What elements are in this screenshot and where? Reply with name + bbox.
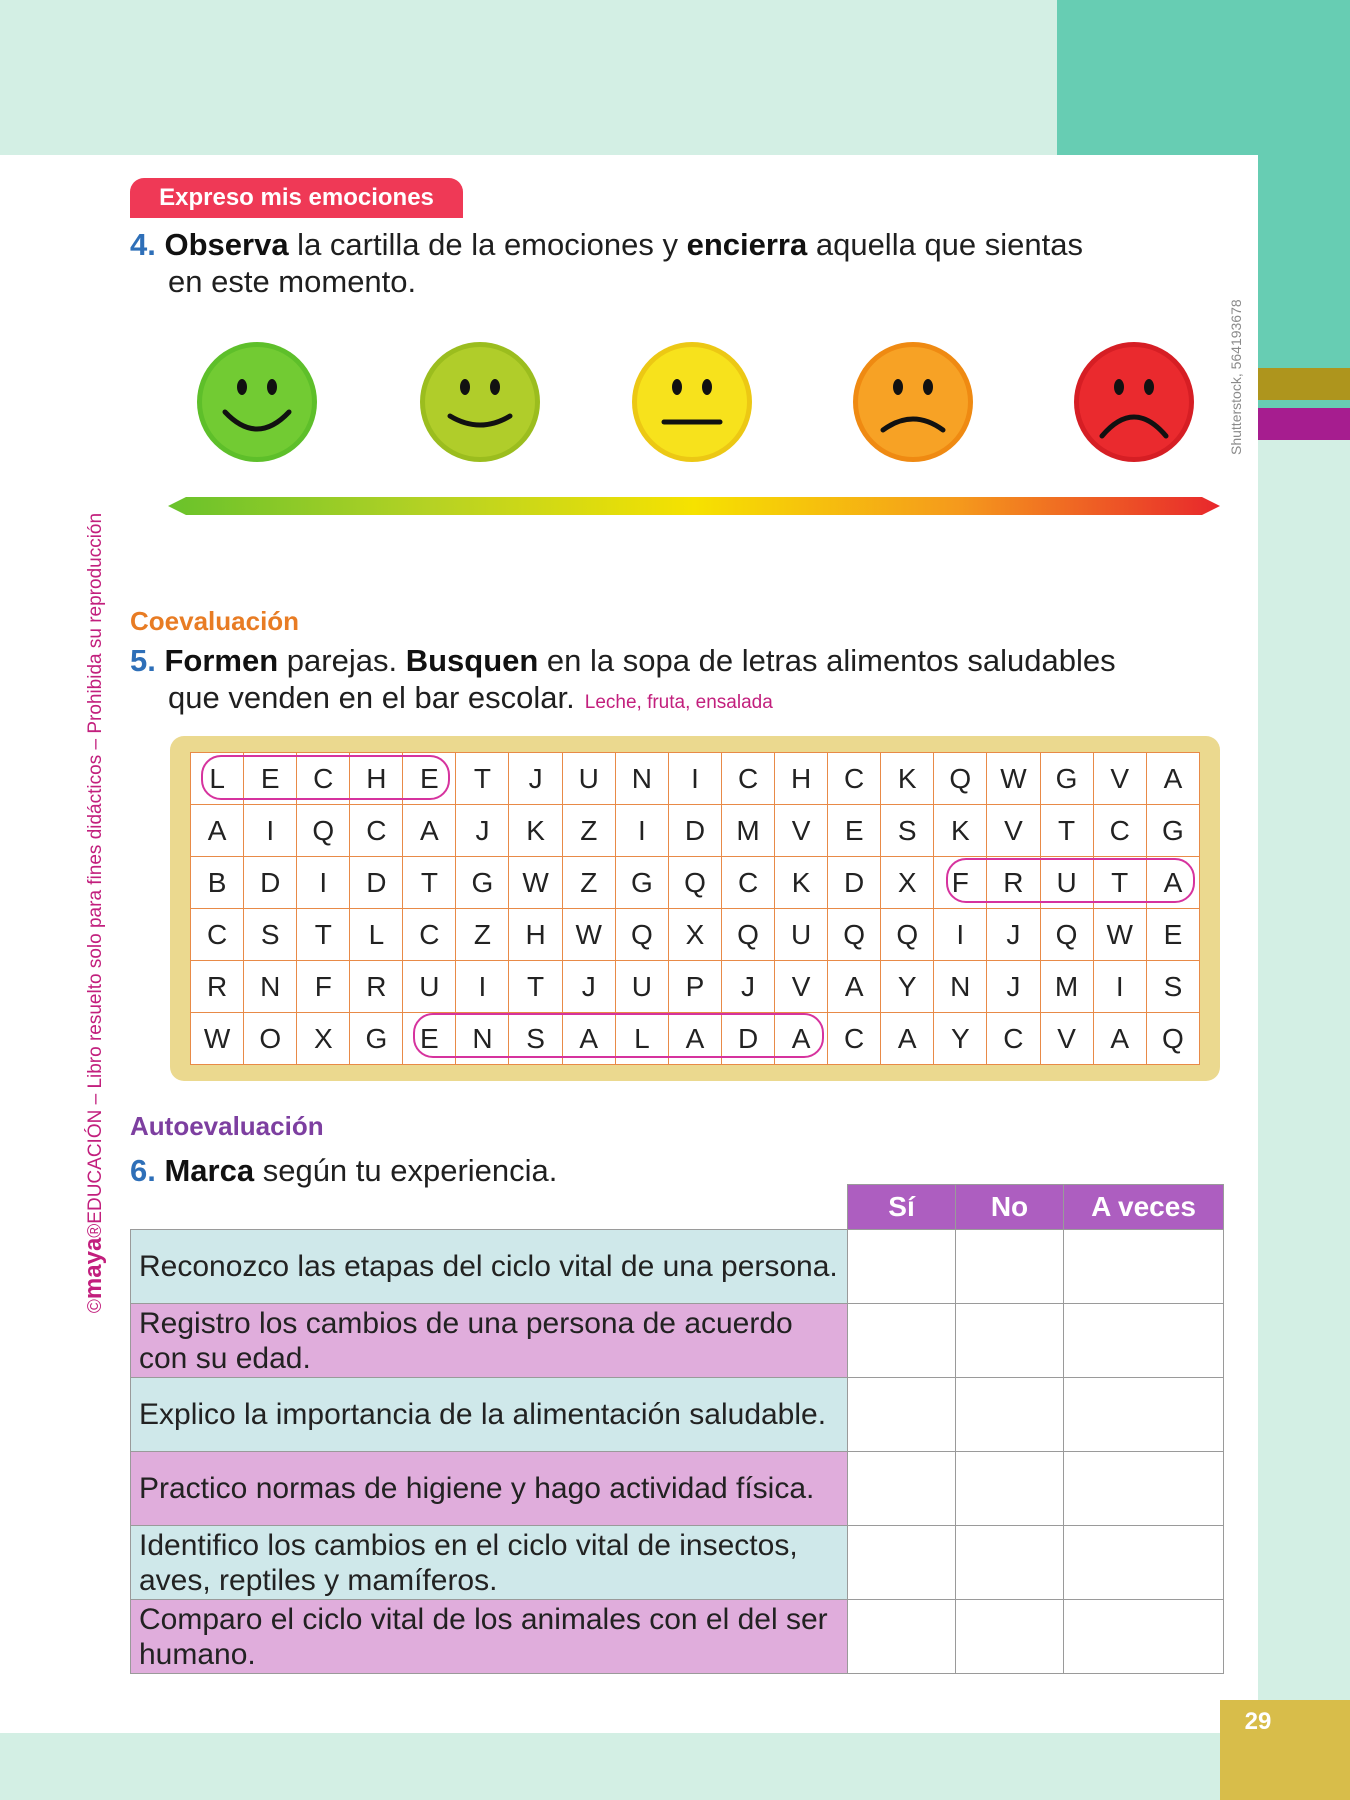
word-search-cell[interactable]: W: [1093, 909, 1146, 961]
word-search-cell[interactable]: Y: [934, 1013, 987, 1065]
checkbox-no[interactable]: [956, 1304, 1064, 1378]
word-search-cell[interactable]: I: [297, 857, 350, 909]
word-search-cell[interactable]: Q: [297, 805, 350, 857]
question-4-verb-encierra: encierra: [686, 227, 808, 262]
question-4-verb-observa: Observa: [164, 227, 289, 262]
statement-cell: Explico la importancia de la alimentación saludable.: [131, 1378, 848, 1452]
word-search-cell[interactable]: H: [775, 753, 828, 805]
table-row: [131, 1304, 1224, 1378]
word-search-cell[interactable]: J: [987, 909, 1040, 961]
word-search-cell[interactable]: J: [987, 961, 1040, 1013]
word-search-cell[interactable]: S: [244, 909, 297, 961]
word-search-cell[interactable]: W: [987, 753, 1040, 805]
word-search-cell[interactable]: G: [615, 857, 668, 909]
word-search-cell[interactable]: Q: [828, 909, 881, 961]
word-search-cell[interactable]: A: [562, 1013, 615, 1065]
word-search-cell[interactable]: Z: [456, 909, 509, 961]
question-5-line-2: que venden en el bar escolar.: [168, 680, 575, 715]
section-tab: Expreso mis emociones: [130, 178, 463, 218]
word-search-cell[interactable]: C: [987, 1013, 1040, 1065]
answer-note: Leche, fruta, ensalada: [584, 692, 773, 713]
statement-cell: Practico normas de higiene y hago actividad física.: [131, 1452, 848, 1526]
column-header-no: No: [956, 1185, 1064, 1230]
question-4: [130, 226, 1230, 300]
checkbox-a-veces[interactable]: [1064, 1230, 1224, 1304]
question-5: [130, 642, 1240, 721]
word-search-cell[interactable]: K: [509, 805, 562, 857]
word-search-cell[interactable]: A: [775, 1013, 828, 1065]
photo-credit: Shutterstock, 564193678: [1228, 299, 1244, 455]
word-search-cell[interactable]: Y: [881, 961, 934, 1013]
word-search-cell[interactable]: C: [828, 1013, 881, 1065]
word-search-cell[interactable]: A: [1146, 753, 1199, 805]
question-5-number: 5.: [130, 643, 156, 678]
face-happy-icon[interactable]: [418, 340, 542, 464]
word-search-cell[interactable]: C: [1093, 805, 1146, 857]
word-search-cell[interactable]: D: [668, 805, 721, 857]
word-search-cell[interactable]: A: [403, 805, 456, 857]
word-search-cell[interactable]: V: [1040, 1013, 1093, 1065]
word-search-cell[interactable]: M: [1040, 961, 1093, 1013]
question-5-text-1: parejas.: [278, 643, 406, 678]
face-neutral-icon[interactable]: [630, 340, 754, 464]
checkbox-a-veces[interactable]: [1064, 1304, 1224, 1378]
word-search-cell[interactable]: L: [191, 753, 244, 805]
word-search-cell[interactable]: B: [191, 857, 244, 909]
checkbox-si[interactable]: [848, 1600, 956, 1674]
word-search-cell[interactable]: A: [191, 805, 244, 857]
column-header-si: Sí: [848, 1185, 956, 1230]
word-search-cell[interactable]: A: [668, 1013, 721, 1065]
checkbox-no[interactable]: [956, 1230, 1064, 1304]
word-search-cell[interactable]: N: [244, 961, 297, 1013]
word-search-cell[interactable]: P: [668, 961, 721, 1013]
checkbox-no[interactable]: [956, 1452, 1064, 1526]
question-4-text-1: la cartilla de la emociones y: [288, 227, 687, 262]
word-search-cell[interactable]: T: [456, 753, 509, 805]
word-search-cell[interactable]: N: [934, 961, 987, 1013]
word-search-row: [191, 961, 1200, 1013]
word-search-cell[interactable]: G: [350, 1013, 403, 1065]
face-very-sad-icon[interactable]: [1072, 340, 1196, 464]
word-search-cell[interactable]: C: [403, 909, 456, 961]
word-search-cell[interactable]: T: [1040, 805, 1093, 857]
word-search-cell[interactable]: U: [403, 961, 456, 1013]
checkbox-a-veces[interactable]: [1064, 1452, 1224, 1526]
maya-logo: maya: [80, 1237, 107, 1300]
question-6-number: 6.: [130, 1153, 156, 1188]
word-search-cell[interactable]: I: [456, 961, 509, 1013]
word-search-row: [191, 909, 1200, 961]
word-search-cell[interactable]: Z: [562, 805, 615, 857]
checkbox-si[interactable]: [848, 1378, 956, 1452]
word-search-cell[interactable]: K: [881, 753, 934, 805]
checkbox-no[interactable]: [956, 1600, 1064, 1674]
word-search-cell[interactable]: H: [509, 909, 562, 961]
emotion-gradient-bar: [168, 496, 1220, 516]
page-number: 29: [1244, 1708, 1272, 1735]
word-search-cell[interactable]: T: [297, 909, 350, 961]
publisher-notice: ®EDUCACIÓN – Libro resuelto solo para fines didácticos – Prohibida su reproducción: [85, 512, 106, 1238]
word-search-cell[interactable]: C: [828, 753, 881, 805]
word-search-cell[interactable]: C: [350, 805, 403, 857]
word-search-cell[interactable]: S: [881, 805, 934, 857]
word-search-cell[interactable]: X: [668, 909, 721, 961]
word-search-cell[interactable]: U: [1040, 857, 1093, 909]
question-4-number: 4.: [130, 227, 156, 262]
word-search-cell[interactable]: X: [297, 1013, 350, 1065]
statement-cell: Identifico los cambios en el ciclo vital de insectos, aves, reptiles y mamíferos.: [131, 1526, 848, 1600]
table-row: [131, 1452, 1224, 1526]
table-row: [131, 1526, 1224, 1600]
word-search-cell[interactable]: U: [615, 961, 668, 1013]
word-search-cell[interactable]: V: [987, 805, 1040, 857]
autoevaluacion-label-text: Autoevaluación: [130, 1111, 324, 1141]
column-header-a-veces: A veces: [1064, 1185, 1224, 1230]
statement-cell: Reconozco las etapas del ciclo vital de una persona.: [131, 1230, 848, 1304]
word-search-cell[interactable]: K: [775, 857, 828, 909]
copyright-notice: [80, 333, 120, 1493]
word-search-cell[interactable]: G: [456, 857, 509, 909]
word-search-cell[interactable]: A: [881, 1013, 934, 1065]
word-search-cell[interactable]: C: [722, 857, 775, 909]
checkbox-si[interactable]: [848, 1230, 956, 1304]
autoevaluacion-label: [130, 1111, 324, 1142]
face-very-happy-icon[interactable]: [195, 340, 319, 464]
word-search-cell[interactable]: A: [1146, 857, 1199, 909]
word-search-cell[interactable]: Q: [934, 753, 987, 805]
word-search-cell[interactable]: C: [297, 753, 350, 805]
statement-cell: Registro los cambios de una persona de acuerdo con su edad.: [131, 1304, 848, 1378]
found-word-fruta: [946, 858, 1195, 903]
found-word-ensalada: [413, 1013, 824, 1058]
word-search-cell[interactable]: N: [456, 1013, 509, 1065]
word-search-cell[interactable]: E: [403, 753, 456, 805]
word-search-cell[interactable]: M: [722, 805, 775, 857]
word-search-cell[interactable]: W: [562, 909, 615, 961]
question-5-text-2: en la sopa de letras alimentos saludables: [538, 643, 1116, 678]
word-search-cell[interactable]: I: [615, 805, 668, 857]
word-search-cell[interactable]: S: [509, 1013, 562, 1065]
word-search-cell[interactable]: O: [244, 1013, 297, 1065]
word-search-cell[interactable]: Q: [1040, 909, 1093, 961]
word-search-cell[interactable]: D: [350, 857, 403, 909]
word-search-cell[interactable]: I: [668, 753, 721, 805]
coevaluacion-label-text: Coevaluación: [130, 606, 300, 636]
word-search-cell[interactable]: A: [828, 961, 881, 1013]
word-search-cell[interactable]: T: [1093, 857, 1146, 909]
word-search-cell[interactable]: Q: [1146, 1013, 1199, 1065]
word-search-cell[interactable]: E: [828, 805, 881, 857]
word-search-cell[interactable]: I: [244, 805, 297, 857]
self-evaluation-table: [130, 1184, 1224, 1674]
checkbox-a-veces[interactable]: [1064, 1600, 1224, 1674]
word-search-cell[interactable]: C: [191, 909, 244, 961]
word-search-cell[interactable]: G: [1040, 753, 1093, 805]
word-search-cell[interactable]: V: [775, 961, 828, 1013]
word-search-cell[interactable]: Q: [881, 909, 934, 961]
table-row: [131, 1600, 1224, 1674]
word-search-row: [191, 805, 1200, 857]
word-search-cell[interactable]: J: [562, 961, 615, 1013]
word-search-cell[interactable]: C: [722, 753, 775, 805]
right-decor-gold-stripe: [1258, 368, 1350, 400]
question-4-line-2: en este momento.: [168, 264, 417, 299]
word-search-cell[interactable]: W: [509, 857, 562, 909]
table-header-row: [131, 1185, 1224, 1230]
word-search-cell[interactable]: W: [191, 1013, 244, 1065]
word-search-cell[interactable]: E: [403, 1013, 456, 1065]
face-sad-icon[interactable]: [851, 340, 975, 464]
question-5-verb-formen: Formen: [164, 643, 279, 678]
word-search-cell[interactable]: X: [881, 857, 934, 909]
word-search-cell[interactable]: Z: [562, 857, 615, 909]
checkbox-no[interactable]: [956, 1526, 1064, 1600]
word-search-cell[interactable]: K: [934, 805, 987, 857]
word-search-cell[interactable]: S: [1146, 961, 1199, 1013]
word-search-cell[interactable]: Q: [668, 857, 721, 909]
question-4-text-2: aquella que sientas: [807, 227, 1083, 262]
word-search-cell[interactable]: N: [615, 753, 668, 805]
word-search-cell[interactable]: A: [1093, 1013, 1146, 1065]
word-search-cell[interactable]: Q: [722, 909, 775, 961]
word-search-cell[interactable]: F: [297, 961, 350, 1013]
question-6-verb-marca: Marca: [164, 1153, 255, 1188]
word-search-cell[interactable]: U: [562, 753, 615, 805]
word-search-cell[interactable]: R: [987, 857, 1040, 909]
word-search-cell[interactable]: L: [350, 909, 403, 961]
word-search-cell[interactable]: E: [244, 753, 297, 805]
right-decor-light: [1258, 440, 1350, 1800]
header-blank: [131, 1185, 848, 1230]
word-search-cell[interactable]: J: [456, 805, 509, 857]
word-search-cell[interactable]: E: [1146, 909, 1199, 961]
statement-cell: Comparo el ciclo vital de los animales con el del ser humano.: [131, 1600, 848, 1674]
word-search-cell[interactable]: J: [722, 961, 775, 1013]
word-search-cell[interactable]: V: [1093, 753, 1146, 805]
checkbox-a-veces[interactable]: [1064, 1378, 1224, 1452]
word-search-cell[interactable]: I: [934, 909, 987, 961]
word-search-cell[interactable]: R: [191, 961, 244, 1013]
word-search-cell[interactable]: Q: [615, 909, 668, 961]
word-search-cell[interactable]: T: [509, 961, 562, 1013]
word-search-cell[interactable]: D: [244, 857, 297, 909]
checkbox-no[interactable]: [956, 1378, 1064, 1452]
word-search-cell[interactable]: H: [350, 753, 403, 805]
word-search-cell[interactable]: T: [403, 857, 456, 909]
bottom-band: [0, 1733, 1350, 1800]
table-row: [131, 1230, 1224, 1304]
checkbox-si[interactable]: [848, 1526, 956, 1600]
word-search-cell[interactable]: G: [1146, 805, 1199, 857]
coevaluacion-label: [130, 606, 299, 637]
checkbox-a-veces[interactable]: [1064, 1526, 1224, 1600]
word-search-cell[interactable]: D: [828, 857, 881, 909]
word-search-cell[interactable]: R: [350, 961, 403, 1013]
question-6-text: según tu experiencia.: [254, 1153, 558, 1188]
question-5-verb-busquen: Busquen: [405, 643, 539, 678]
copyright-symbol: ©: [85, 1299, 106, 1314]
word-search-cell[interactable]: I: [1093, 961, 1146, 1013]
word-search-cell[interactable]: J: [509, 753, 562, 805]
table-row: [131, 1378, 1224, 1452]
word-search-cell[interactable]: V: [775, 805, 828, 857]
right-decor-magenta-stripe: [1258, 408, 1350, 440]
checkbox-si[interactable]: [848, 1304, 956, 1378]
word-search-cell[interactable]: F: [934, 857, 987, 909]
word-search-cell[interactable]: D: [722, 1013, 775, 1065]
found-word-leche: [201, 755, 450, 800]
checkbox-si[interactable]: [848, 1452, 956, 1526]
word-search-cell[interactable]: U: [775, 909, 828, 961]
word-search-cell[interactable]: L: [615, 1013, 668, 1065]
